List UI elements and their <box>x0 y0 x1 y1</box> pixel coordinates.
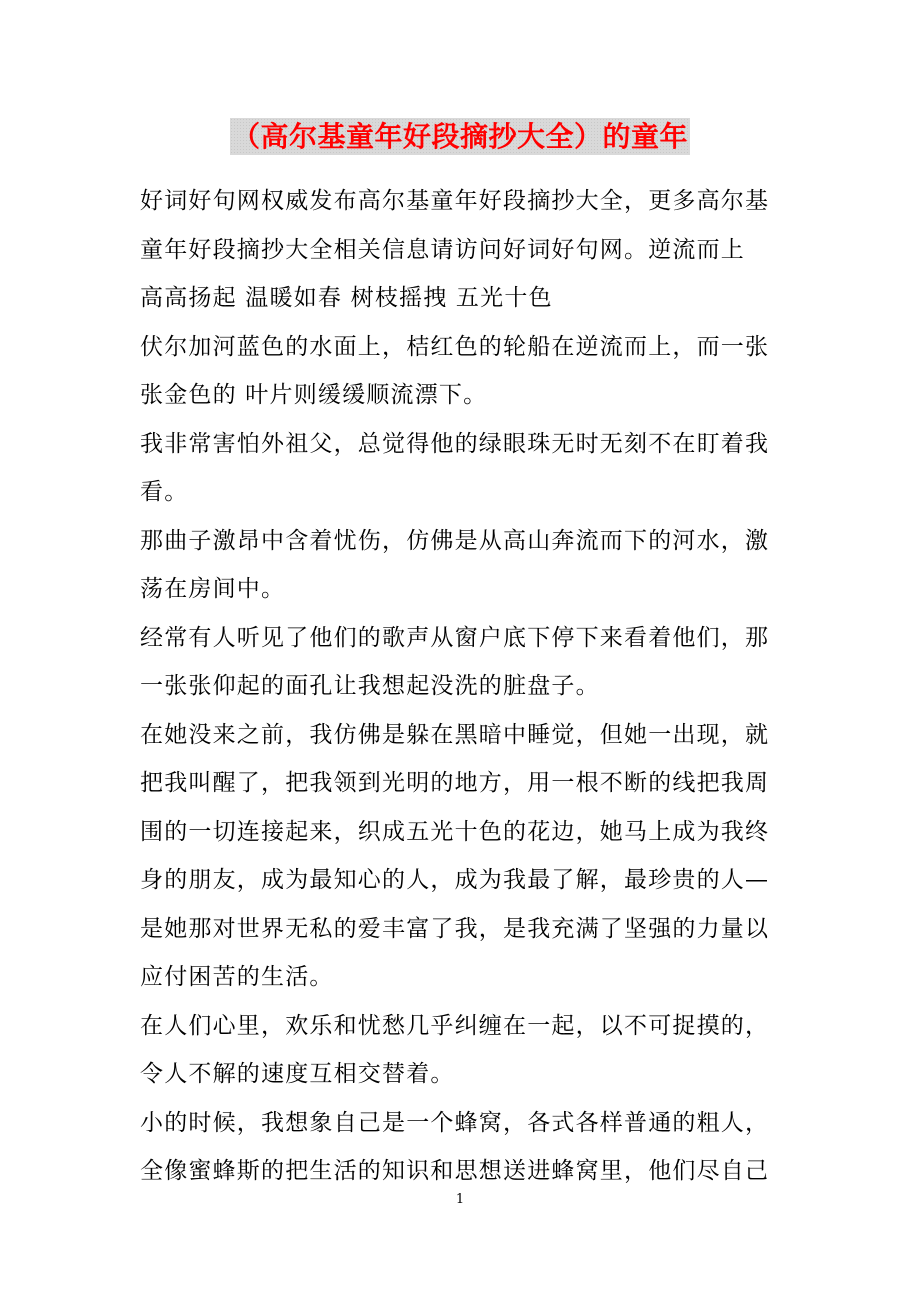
text-line: 身的朋友，成为最知心的人，成为我最了解，最珍贵的人— <box>140 867 770 893</box>
text-line: 在她没来之前，我仿佛是躲在黑暗中睡觉，但她一出现，就 <box>140 721 770 748</box>
text-line: 令人不解的速度互相交替着。 <box>140 1061 455 1087</box>
text-line: 全像蜜蜂斯的把生活的知识和思想送进蜂窝里，他们尽自己 <box>140 1158 770 1184</box>
text-line: 一张张仰起的面孔让我想起没洗的脏盘子。 <box>140 673 600 699</box>
text-line: 是她那对世界无私的爱丰富了我，是我充满了坚强的力量以 <box>140 915 770 942</box>
page-number: 1 <box>455 1192 465 1207</box>
text-line: 荡在房间中。 <box>140 576 286 602</box>
text-line: 小的时候，我想象自己是一个蜂窝，各式各样普通的粗人， <box>140 1109 770 1136</box>
text-line: 那曲子激昂中含着忧伤，仿佛是从高山奔流而下的河水，激 <box>140 527 770 554</box>
text-line: 围的一切连接起来，织成五光十色的花边，她马上成为我终 <box>140 818 770 845</box>
title-container <box>0 118 920 155</box>
text-line: 张金色的 叶片则缓缓顺流漂下。 <box>140 382 488 408</box>
document-body <box>140 177 800 1196</box>
text-line: 看。 <box>140 479 189 505</box>
text-line: 把我叫醒了，把我领到光明的地方，用一根不断的线把我周 <box>140 770 770 796</box>
text-line: 在人们心里，欢乐和忧愁几乎纠缠在一起，以不可捉摸的， <box>140 1012 770 1039</box>
text-line: 伏尔加河蓝色的水面上，桔红色的轮船在逆流而上，而一张 <box>140 333 770 360</box>
text-line: 高高扬起 温暖如春 树枝摇拽 五光十色 <box>140 285 553 311</box>
text-line: 应付困苦的生活。 <box>140 964 334 990</box>
text-line: 我非常害怕外祖父，总觉得他的绿眼珠无时无刻不在盯着我 <box>140 430 770 457</box>
text-line: 童年好段摘抄大全相关信息请访问好词好句网。逆流而上 <box>140 236 745 263</box>
text-line: 好词好句网权威发布高尔基童年好段摘抄大全，更多高尔基 <box>140 188 770 214</box>
text-line: 经常有人听见了他们的歌声从窗户底下停下来看着他们，那 <box>140 624 770 651</box>
page-title: （高尔基童年好段摘抄大全）的童年 <box>231 120 688 153</box>
